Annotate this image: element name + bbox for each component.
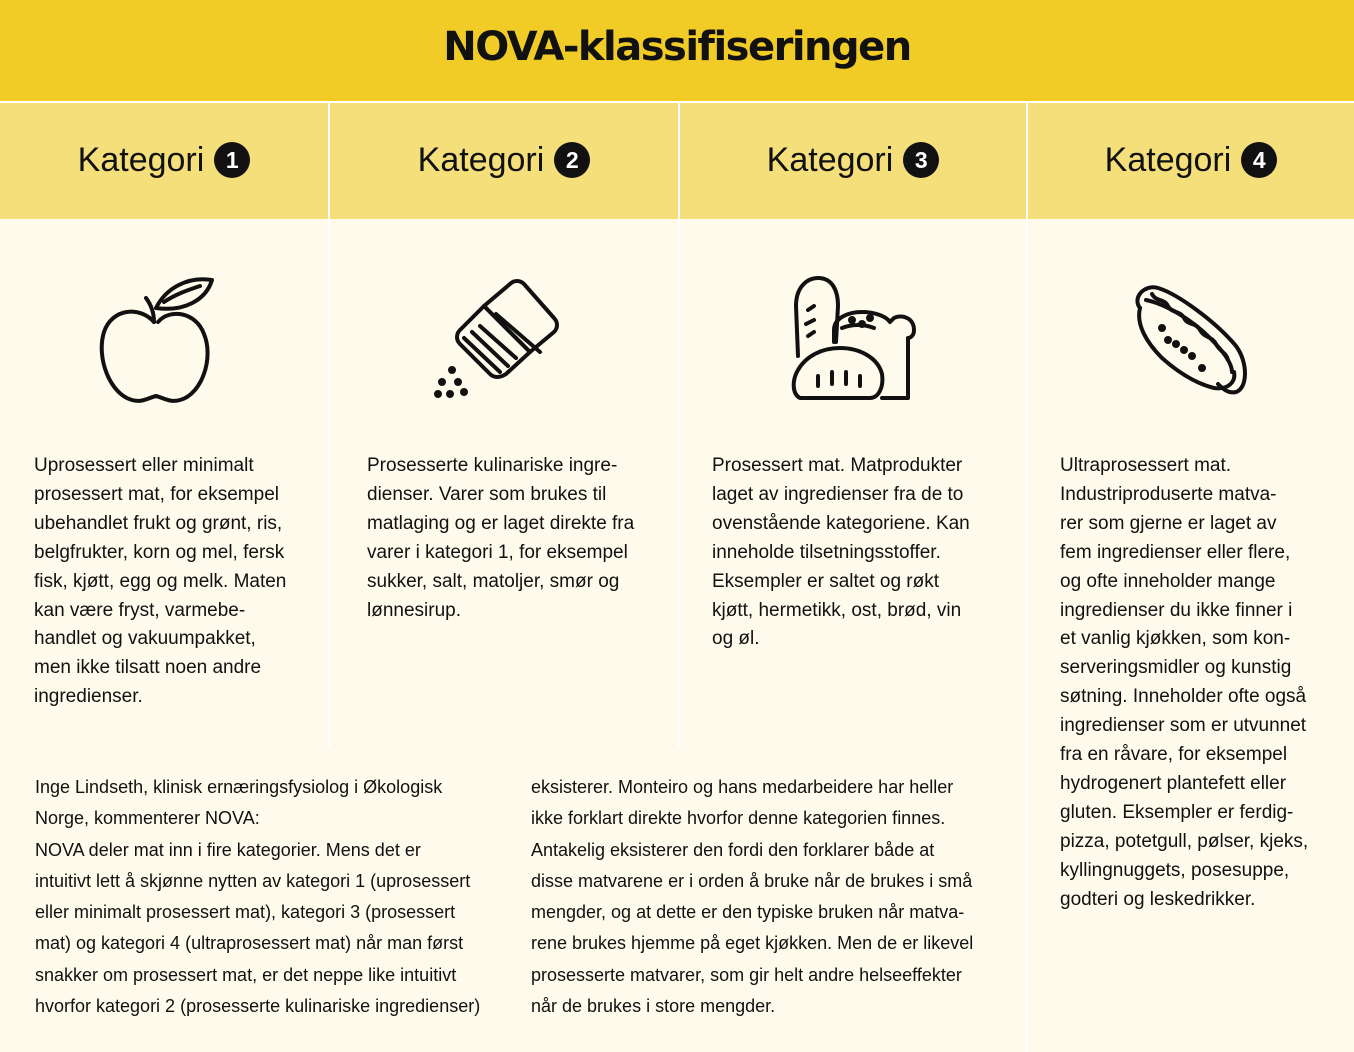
salt-shaker-icon: [430, 278, 560, 402]
column-divider: [328, 101, 330, 747]
hotdog-icon: [1132, 280, 1252, 400]
banner-divider: [0, 101, 1354, 103]
category-label: Kategori: [1104, 140, 1232, 179]
category-label: Kategori: [417, 140, 545, 179]
category-label: Kategori: [766, 140, 894, 179]
category-header-2: [330, 101, 678, 219]
category-number-badge: 2: [554, 142, 590, 178]
category-header-4: [1028, 101, 1354, 219]
category-description-4: Ultraprosessert mat. Industriproduserte matva- rer som gjerne er laget av fem ingredienser eller flere, og ofte inneholder mange ingredienser du ikke finner i et vanlig kjøkken, som kon- serveringsmidler og kunstig søtning. Inneholder ofte også ingredienser som er utvunnet fra en råvare, for eksempel hydrogenert plantefett eller gluten. Eksempler er ferdig- pizza, potetgull, pølser, kjeks, kyllingnuggets, posesuppe, godteri og leskedrikker.: [1060, 455, 1309, 910]
category-header-3: [680, 101, 1026, 219]
commentary-column-1: Inge Lindseth, klinisk ernæringsfysiolog i Økologisk Norge, kommenterer NOVA: NOVA deler mat inn i fire kategorier. Mens det er intuitivt lett å skjønne nytten av kategori 1 (uprosessert eller minimalt prosessert mat), kategori 3 (prosessert mat) og kategori 4 (ultraprosessert mat) når man først snakker om prosessert mat, er det neppe like intuitivt hvorfor kategori 2 (prosesserte kulinariske ingredienser): [35, 777, 481, 1017]
category-description-3: Prosessert mat. Matprodukter laget av ingredienser fra de to ovenstående kategoriene. Kan inneholde tilsetningsstoffer. Eksempler er saltet og røkt kjøtt, hermetikk, ost, brød, vin og øl.: [712, 455, 970, 650]
category-header-1: [0, 101, 328, 219]
bread-icon: [790, 276, 920, 404]
category-number-badge: 1: [214, 142, 250, 178]
category-description-2: Prosesserte kulinariske ingre- dienser. Varer som brukes til matlaging og er laget direkte fra varer i kategori 1, for eksempel sukker, salt, matoljer, smør og lønnesirup.: [367, 455, 635, 621]
category-number-badge: 3: [903, 142, 939, 178]
category-number-badge: 4: [1241, 142, 1277, 178]
apple-icon: [96, 276, 218, 404]
column-divider: [1026, 101, 1028, 1052]
page-title: NOVA-klassifiseringen: [443, 24, 911, 70]
category-label: Kategori: [77, 140, 205, 179]
column-divider: [678, 101, 680, 747]
category-description-1: Uprosessert eller minimalt prosessert mat, for eksempel ubehandlet frukt og grønt, ris, belgfrukter, korn og mel, fersk fisk, kjøtt, egg og melk. Maten kan være fryst, varmebe- handlet og vakuumpakket, men ikke tilsatt noen andre ingredienser.: [34, 455, 287, 708]
title-banner: [0, 0, 1354, 101]
commentary-column-2: eksisterer. Monteiro og hans medarbeidere har heller ikke forklart direkte hvorfor denne kategorien finnes. Antakelig eksisterer den fordi den forklarer både at disse matvarene er i orden å bruke når de brukes i små mengder, og at dette er den typiske bruken når matva- rene brukes hjemme på eget kjøkken. Men de er likevel prosesserte matvarer, som gir helt andre helseeffekter når de brukes i store mengder.: [531, 777, 974, 1017]
